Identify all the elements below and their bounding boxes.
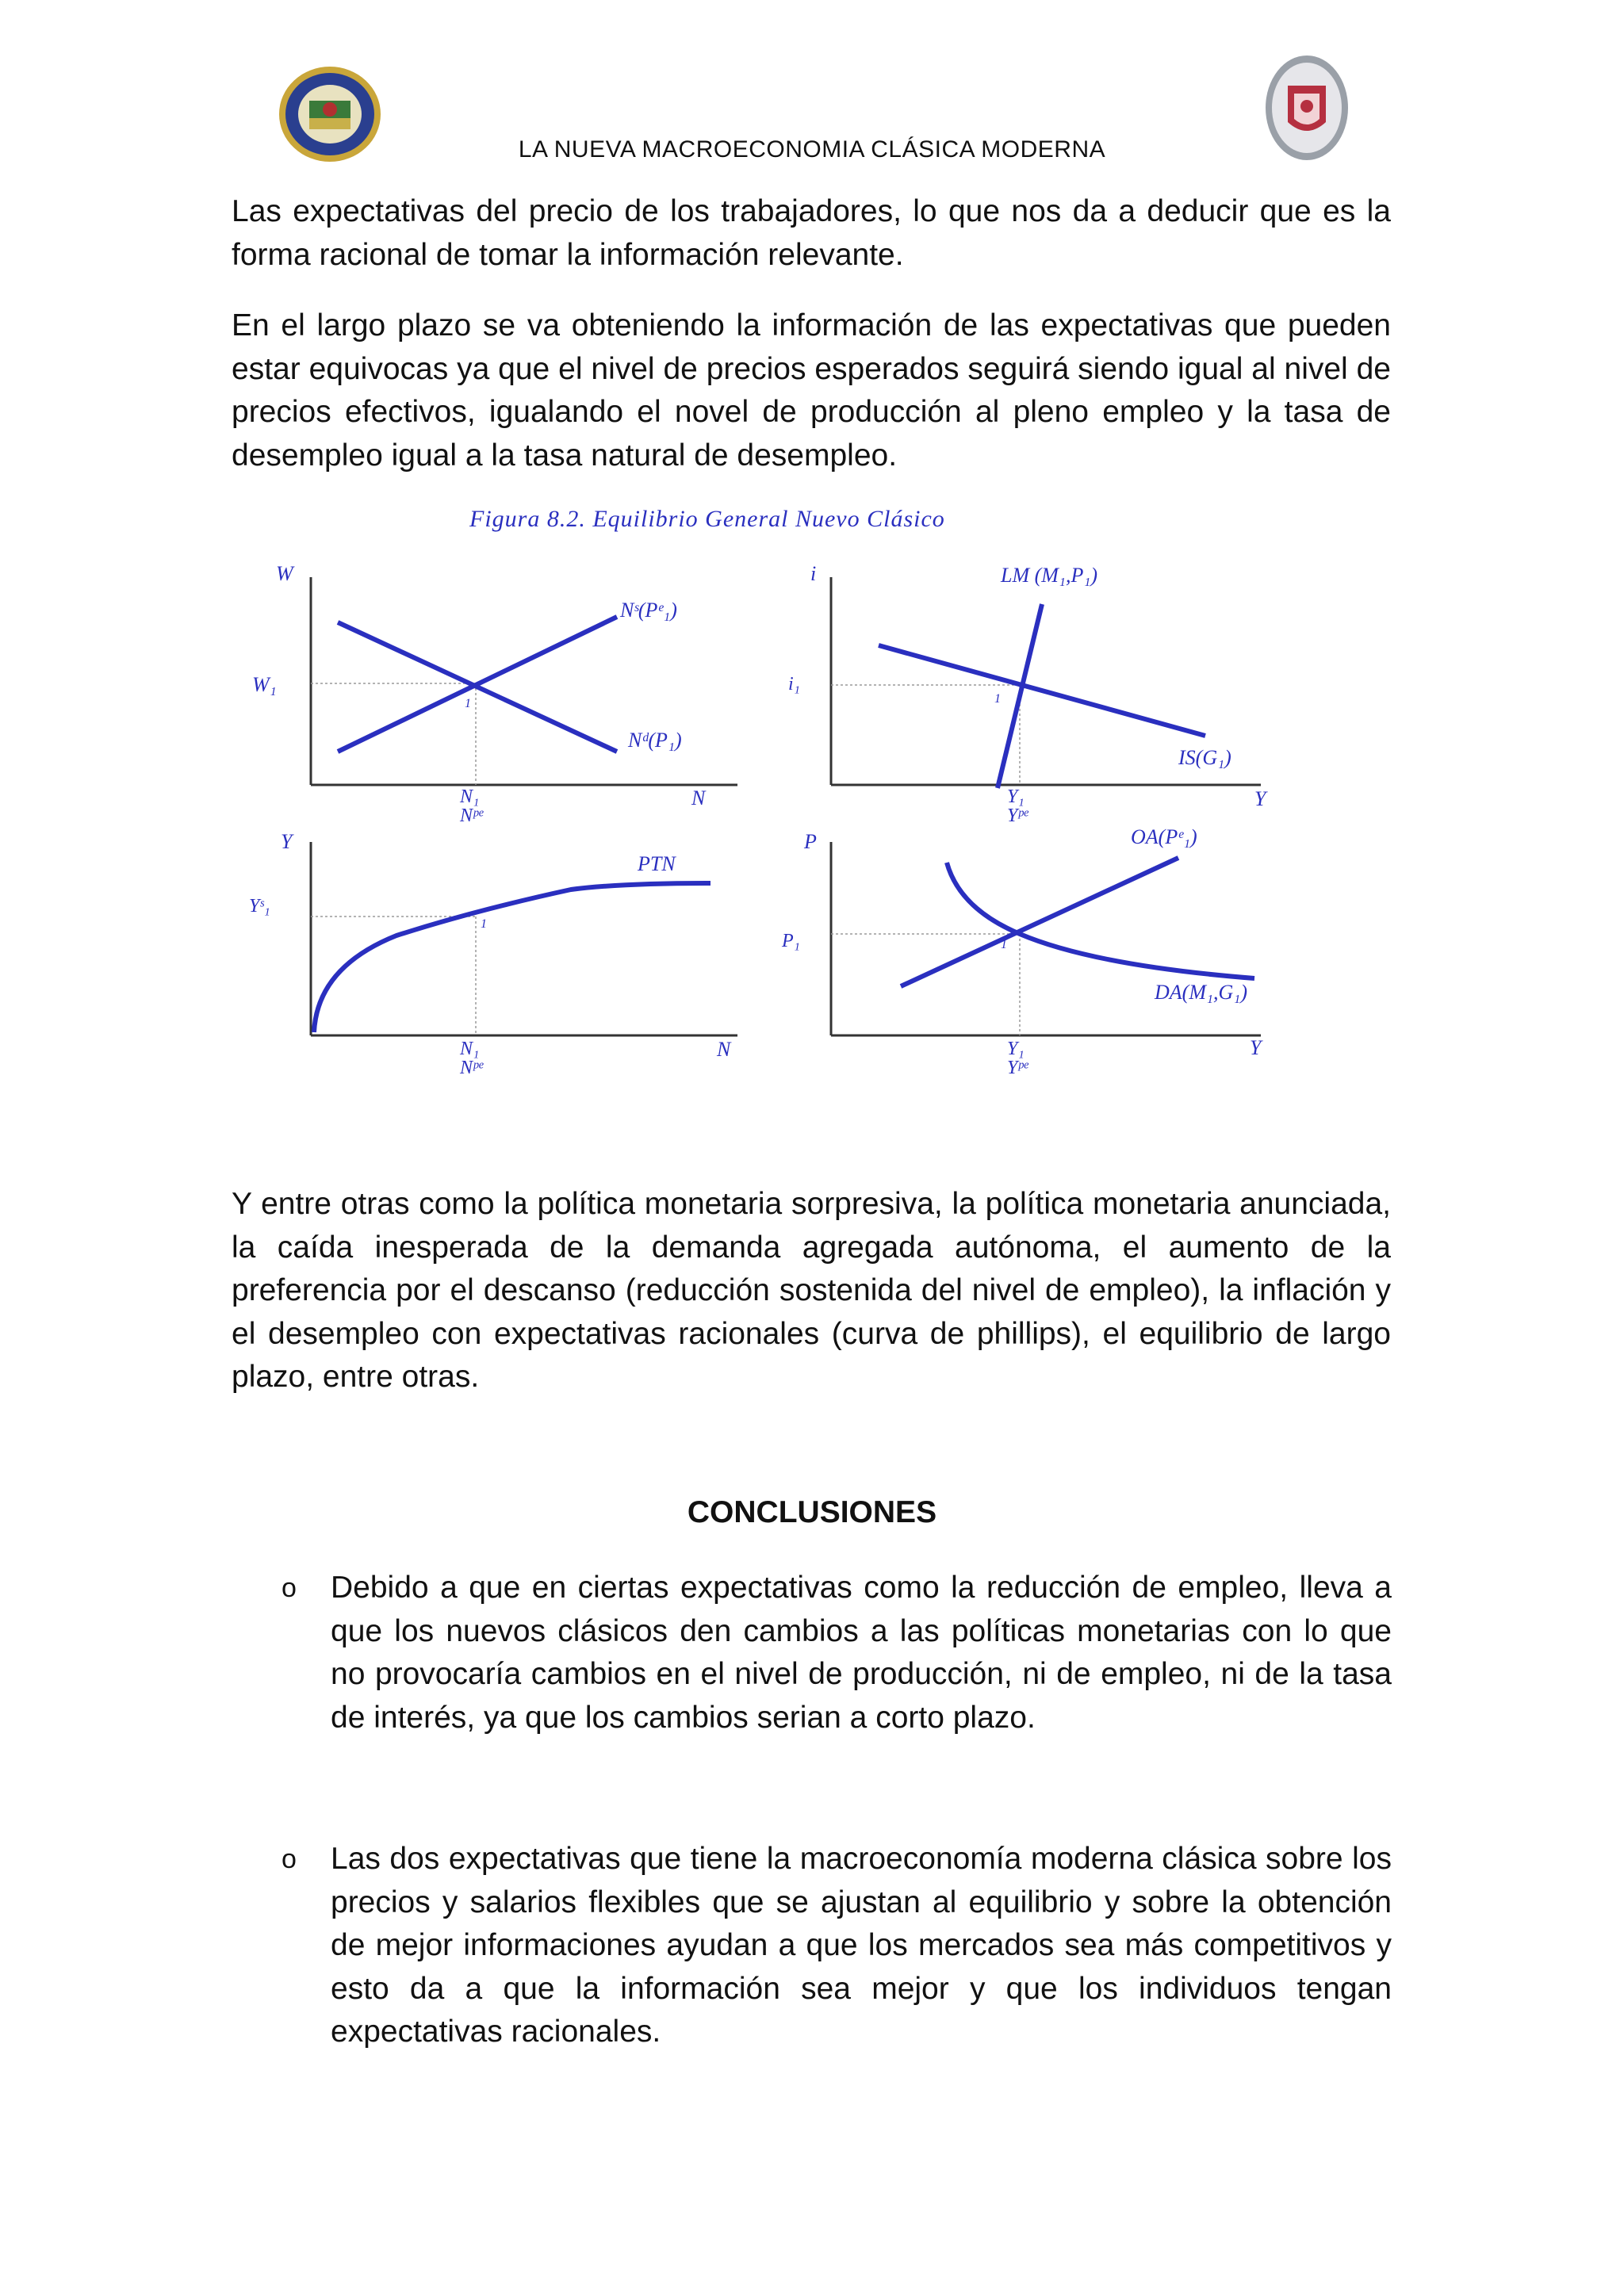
ptn-equilibrium-point-label: 1	[481, 917, 487, 931]
p1-label: P₁	[782, 931, 801, 951]
lm-label: LM (M₁,P₁)	[1001, 564, 1098, 587]
ype-label-bottom: Yᵖᵉ	[1007, 1058, 1028, 1078]
oa-da-panel	[781, 825, 1263, 1078]
w1-label: W₁	[252, 673, 277, 696]
is-label: IS(G₁)	[1178, 746, 1231, 769]
y1-label-top: Y₁	[1007, 786, 1025, 807]
figure-caption: Figura 8.2. Equilibrio General Nuevo Clásico	[469, 506, 945, 532]
ype-label-top: Yᵖᵉ	[1007, 806, 1028, 826]
i-axis-label: i	[810, 562, 817, 585]
paragraph-long-run: En el largo plazo se va obteniendo la información de las expectativas que pueden estar equivocas ya que el nivel de precios esperados seguirá siendo igual al nivel de precios efectivos, igualando el novel de producción al pleno empleo y la tasa de desempleo igual a la tasa natural de desempleo.	[232, 308, 1391, 473]
labor-supply-label: Nˢ(Pᵉ₁)	[620, 599, 677, 622]
n-axis-label-top: N	[691, 786, 706, 809]
bullet-marker: o	[282, 1573, 297, 1603]
is-curve	[879, 645, 1205, 736]
n1-label-top: N₁	[460, 786, 480, 807]
conclusion-text-1: Debido a que en ciertas expectativas como la reducción de empleo, lleva a que los nuevos clásicos den cambios a las políticas monetarias con lo que no provocaría cambios en el nivel de producción, ni de empleo, ni de la tasa de interés, ya que los cambios serian a corto plazo.	[331, 1571, 1392, 1735]
oada-equilibrium-point-label: 1	[1001, 938, 1007, 951]
n1-label-bottom: N₁	[460, 1039, 480, 1059]
conclusion-text-2: Las dos expectativas que tiene la macroeconomía moderna clásica sobre los precios y salarios flexibles que se ajustan al equilibrio y sobre la obtención de mejor informaciones ayudan a que los mercados sea más competitivos y esto da a que la información sea mejor y que los individuos tengan expectativas racionales.	[331, 1842, 1392, 2049]
ptn-curve	[314, 883, 710, 1032]
lm-curve	[998, 604, 1042, 788]
labor-demand-label: Nᵈ(P₁)	[628, 729, 682, 752]
islm-equilibrium-point-label: 1	[994, 692, 1001, 706]
oa-label: OA(Pᵉ₁)	[1131, 825, 1197, 848]
islm-y-axis-label: Y	[1254, 787, 1266, 810]
conclusions-heading: CONCLUSIONES	[687, 1495, 937, 1529]
ptn-y-axis-label: Y	[281, 830, 293, 853]
paragraph-other-topics: Y entre otras como la política monetaria sorpresiva, la política monetaria anunciada, la caída inesperada de la demanda agregada autónoma, el aumento de la preferencia por el descanso (reducción sostenida del nivel de empleo), la inflación y el desempleo con expectativas racionales (curva de phillips), el equilibrio de largo plazo, entre otras.	[232, 1187, 1391, 1394]
oada-y-axis-label: Y	[1250, 1036, 1262, 1059]
w-axis-label: W	[276, 562, 293, 585]
da-label: DA(M₁,G₁)	[1155, 981, 1247, 1004]
npe-label-bottom: Nᵖᵉ	[460, 1058, 484, 1078]
is-lm-panel	[788, 562, 1268, 826]
ys1-label: Yˢ₁	[249, 896, 270, 916]
figure-diagram	[238, 499, 1308, 1102]
figure-new-classical-equilibrium	[238, 499, 1308, 1102]
da-curve	[947, 863, 1254, 978]
bullet-marker: o	[282, 1844, 297, 1874]
p-axis-label: P	[804, 830, 817, 853]
running-header-title: LA NUEVA MACROECONOMIA CLÁSICA MODERNA	[518, 136, 1106, 163]
y1-label-bottom: Y₁	[1007, 1039, 1025, 1059]
production-function-panel	[249, 830, 737, 1078]
labor-market-panel	[252, 562, 737, 826]
npe-label-top: Nᵖᵉ	[460, 806, 484, 826]
paragraph-expectations: Las expectativas del precio de los trabajadores, lo que nos da a deducir que es la forma racional de tomar la información relevante.	[232, 194, 1391, 272]
i1-label: i₁	[788, 674, 801, 695]
labor-equilibrium-point-label: 1	[465, 697, 471, 710]
n-axis-label-bottom: N	[717, 1038, 731, 1061]
ptn-label: PTN	[638, 852, 676, 875]
